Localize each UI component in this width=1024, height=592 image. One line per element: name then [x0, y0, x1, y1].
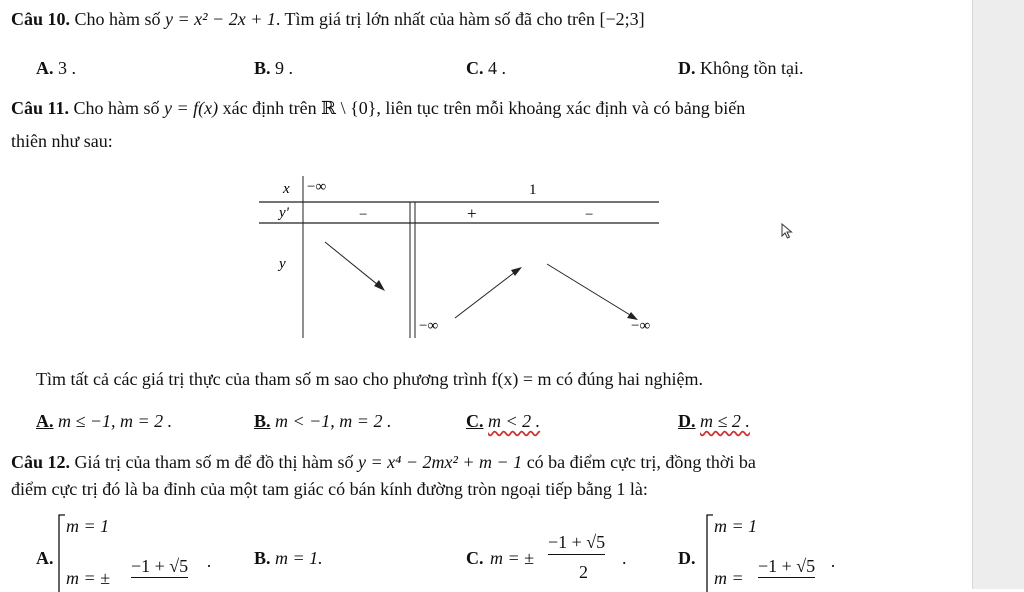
right-gutter — [972, 0, 1024, 589]
q12-option-d-suffix: · — [830, 556, 836, 576]
question-10-formula: y = x² − 2x + 1 — [165, 9, 276, 29]
q12-option-b-label: B. — [254, 548, 271, 568]
question-10-label: Câu 10. — [11, 9, 71, 29]
q12-option-d[interactable] — [678, 510, 878, 589]
q10-option-a[interactable] — [36, 58, 76, 79]
q12-option-c-denominator: 2 — [579, 562, 588, 582]
question-12 — [11, 452, 756, 473]
question-11-line2: thiên như sau: — [11, 131, 113, 151]
table-y-bottom-left: −∞ — [419, 318, 439, 334]
q10-option-d-label: D. — [678, 58, 696, 78]
q12-option-d-line1: m = 1 — [714, 516, 758, 536]
question-12-text-a: Giá trị của tham số m để đồ thị hàm số — [74, 452, 354, 472]
question-10-text-a: Cho hàm số — [74, 9, 161, 29]
q12-option-c-numerator: −1 + √5 — [548, 532, 605, 555]
q10-option-c-label: C. — [466, 58, 484, 78]
q12-option-c-label: C. — [466, 548, 484, 568]
q11-option-b-value: m < −1, m = 2 . — [275, 411, 392, 431]
q11-option-b[interactable] — [254, 411, 391, 432]
q12-option-c[interactable] — [466, 526, 646, 589]
q12-option-a[interactable] — [36, 510, 236, 589]
q11-option-a-value: m ≤ −1, m = 2 . — [58, 411, 173, 431]
q12-option-c-prefix: m = ± — [490, 548, 535, 568]
q11-option-d-value: m ≤ 2 . — [700, 411, 750, 431]
q11-option-c-label: C. — [466, 411, 484, 431]
q11-option-d[interactable] — [678, 411, 750, 432]
variation-table — [255, 172, 675, 342]
question-11 — [11, 98, 745, 119]
q11-option-c[interactable] — [466, 411, 540, 432]
q11-option-c-value: m < 2 . — [488, 411, 541, 431]
question-11-label: Câu 11. — [11, 98, 70, 118]
q10-option-d[interactable] — [678, 58, 804, 79]
q12-option-b[interactable] — [254, 548, 323, 569]
mouse-cursor-icon — [781, 223, 795, 239]
question-11-prompt: Tìm tất cả các giá trị thực của tham số m sao cho phương trình f(x) = m có đúng hai nghiệm. — [36, 369, 704, 389]
question-10-text-b: . Tìm giá trị lớn nhất của hàm số đã cho trên — [275, 9, 595, 29]
q11-option-b-label: B. — [254, 411, 271, 431]
q12-option-a-numerator: −1 + √5 — [131, 556, 189, 576]
question-12-formula: y = x⁴ − 2mx² + m − 1 — [357, 452, 523, 472]
table-sign-3: − — [585, 207, 594, 223]
table-row-y: y — [279, 256, 286, 272]
table-row-yprime: y' — [279, 205, 289, 221]
table-y-bottom-right: −∞ — [631, 318, 651, 334]
table-sign-2: + — [467, 204, 477, 223]
q10-option-b[interactable] — [254, 58, 293, 79]
question-10-interval: [−2;3] — [599, 9, 645, 29]
q12-option-b-value: m = 1. — [275, 548, 323, 568]
q10-option-a-label: A. — [36, 58, 54, 78]
q10-option-c[interactable] — [466, 58, 506, 79]
q10-option-a-value: 3 . — [58, 58, 76, 78]
q10-option-b-label: B. — [254, 58, 271, 78]
q11-option-d-label: D. — [678, 411, 696, 431]
question-11-text-c: , liên tục trên mỗi khoảng xác định và có bảng biến — [376, 98, 746, 118]
q10-option-c-value: 4 . — [488, 58, 506, 78]
q12-option-a-suffix: · — [206, 556, 212, 576]
q10-option-d-value: Không tồn tại. — [700, 58, 804, 78]
table-sign-1: − — [359, 207, 368, 223]
table-x-left: −∞ — [307, 179, 327, 195]
question-11-domain: ℝ \ {0} — [321, 98, 377, 118]
table-x-mid: 1 — [529, 182, 537, 198]
q12-option-d-label: D. — [678, 548, 696, 568]
question-11-formula: y = f(x) — [164, 98, 219, 118]
question-12-label: Câu 12. — [11, 452, 71, 472]
q11-option-a[interactable] — [36, 411, 172, 432]
q10-option-b-value: 9 . — [275, 58, 294, 78]
question-12-text-b: có ba điểm cực trị, đồng thời ba — [526, 452, 756, 472]
q12-option-a-label: A. — [36, 548, 54, 568]
table-row-x: x — [283, 181, 290, 197]
question-11-text-a: Cho hàm số — [73, 98, 160, 118]
q12-option-c-suffix: . — [622, 548, 627, 568]
q12-option-d-numerator: −1 + √5 — [758, 556, 816, 576]
q12-option-a-line2-prefix: m = ± — [66, 568, 111, 588]
q12-option-a-line1: m = 1 — [66, 516, 110, 536]
question-10 — [11, 9, 645, 30]
question-11-text-b: xác định trên — [222, 98, 317, 118]
q12-option-d-line2-prefix: m = — [714, 568, 744, 588]
q11-option-a-label: A. — [36, 411, 54, 431]
question-12-line2: điểm cực trị đó là ba đỉnh của một tam giác có bán kính đường tròn ngoại tiếp bằng 1 là: — [11, 479, 648, 499]
